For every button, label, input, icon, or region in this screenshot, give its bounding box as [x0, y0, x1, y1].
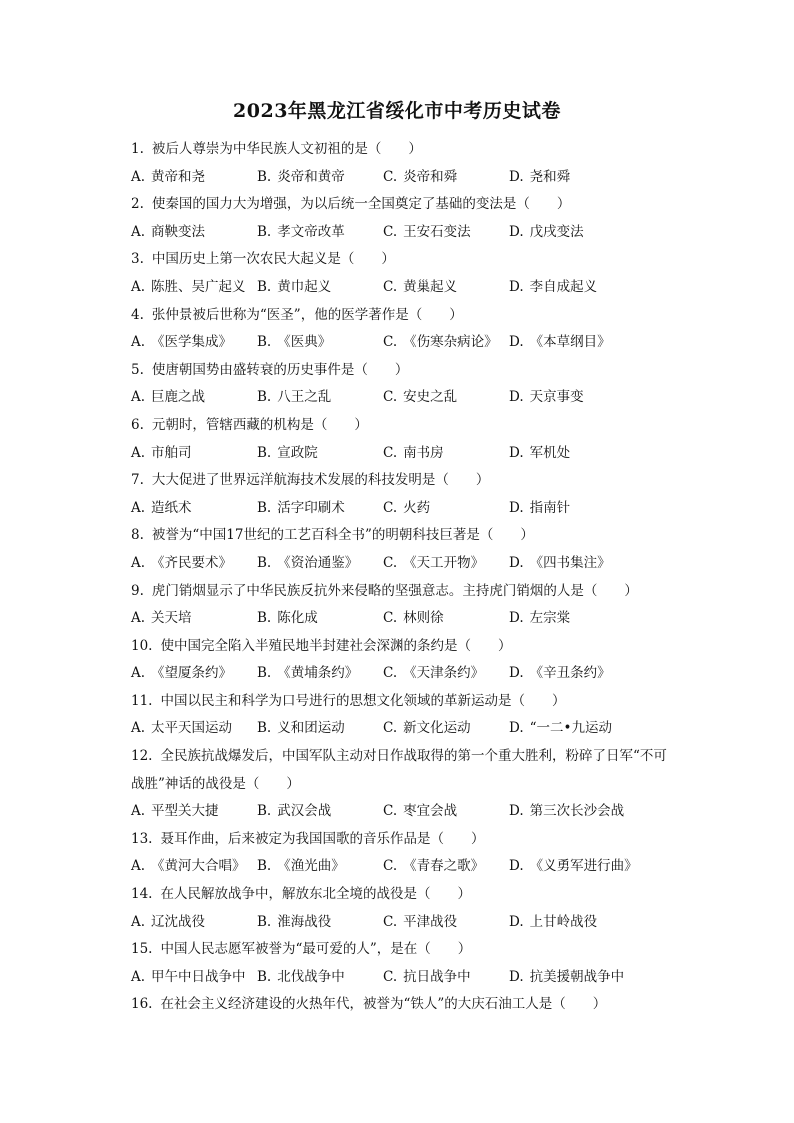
option-text: 《本草纲目》 — [529, 334, 611, 351]
option-b — [257, 964, 345, 992]
question-item — [131, 688, 731, 743]
option-text: 八王之乱 — [277, 389, 332, 406]
option-row — [131, 964, 731, 992]
option-b — [257, 660, 358, 688]
question-item — [131, 412, 731, 467]
option-d — [509, 550, 611, 578]
option-b — [257, 798, 331, 826]
option-text: 北伐战争中 — [277, 968, 345, 985]
option-c — [383, 219, 471, 247]
option-c — [383, 329, 498, 357]
option-text: 活字印刷术 — [277, 499, 345, 516]
question-item — [131, 936, 731, 991]
option-c — [383, 550, 484, 578]
option-text: 《义勇军进行曲》 — [529, 858, 638, 875]
option-letter: B. — [257, 168, 272, 185]
option-text: 王安石变法 — [403, 223, 471, 240]
option-a — [131, 798, 219, 826]
option-a — [131, 605, 192, 633]
question-stem — [131, 936, 731, 964]
option-d — [509, 909, 597, 937]
option-text: 枣宜会战 — [403, 803, 458, 820]
option-text: 宣政院 — [277, 444, 318, 461]
option-letter: C. — [383, 720, 398, 737]
option-text: 《齐民要术》 — [151, 554, 233, 571]
option-text: 《医学集成》 — [151, 334, 233, 351]
option-letter: D. — [509, 720, 524, 737]
option-c — [383, 964, 471, 992]
question-stem — [131, 136, 731, 164]
option-row — [131, 909, 731, 937]
question-text: 使秦国的国力大为增强，为以后统一全国奠定了基础的变法是（ ） — [151, 196, 571, 213]
option-d — [509, 329, 611, 357]
option-row — [131, 440, 731, 468]
option-text: 林则徐 — [403, 610, 444, 627]
option-c — [383, 909, 457, 937]
question-text: 使唐朝国势由盛转衰的历史事件是（ ） — [151, 361, 409, 378]
option-b — [257, 853, 345, 881]
page-title: 2023年黑龙江省绥化市中考历史试卷 — [233, 100, 561, 122]
option-text: 上甘岭战役 — [529, 913, 598, 930]
option-a — [131, 550, 232, 578]
option-text: 甲午中日战争中 — [151, 968, 246, 985]
question-item — [131, 743, 731, 826]
option-letter: D. — [509, 389, 524, 406]
option-c — [383, 274, 457, 302]
option-text: 新文化运动 — [403, 720, 471, 737]
question-text: 中国以民主和科学为口号进行的思想文化领域的革新运动是（ ） — [160, 692, 566, 709]
option-letter: D. — [509, 554, 524, 571]
option-a — [131, 715, 232, 743]
option-text: 抗美援朝战争中 — [529, 968, 625, 985]
option-text: 市舶司 — [151, 444, 192, 461]
option-row — [131, 219, 731, 247]
option-letter: C. — [383, 913, 398, 930]
question-number: 8. — [131, 527, 144, 544]
option-text: 黄帝和尧 — [151, 168, 206, 185]
option-letter: D. — [509, 334, 524, 351]
option-d — [509, 798, 624, 826]
option-text: 戊戌变法 — [529, 223, 584, 240]
question-stem — [131, 826, 731, 854]
option-c — [383, 715, 471, 743]
option-letter: A. — [131, 334, 146, 351]
option-text: 炎帝和舜 — [403, 168, 458, 185]
question-text: 使中国完全陷入半殖民地半封建社会深渊的条约是（ ） — [160, 637, 512, 654]
option-letter: B. — [257, 389, 272, 406]
option-text: 尧和舜 — [529, 168, 571, 185]
option-text: 炎帝和黄帝 — [277, 168, 345, 185]
question-item — [131, 881, 731, 936]
option-text: 《天工开物》 — [403, 554, 485, 571]
question-text: 聂耳作曲，后来被定为我国国歌的音乐作品是（ ） — [160, 830, 485, 847]
option-c — [383, 440, 444, 468]
question-number: 14. — [131, 886, 153, 903]
option-b — [257, 715, 345, 743]
option-a — [131, 219, 205, 247]
option-a — [131, 164, 205, 192]
option-letter: C. — [383, 968, 398, 985]
option-c — [383, 495, 430, 523]
option-letter: C. — [383, 665, 398, 682]
question-stem — [131, 412, 731, 440]
option-letter: B. — [257, 968, 272, 985]
question-text: 元朝时，管辖西藏的机构是（ ） — [151, 416, 368, 433]
question-stem — [131, 357, 731, 385]
option-letter: B. — [257, 913, 272, 930]
option-letter: A. — [131, 803, 146, 820]
option-b — [257, 550, 358, 578]
option-d — [509, 715, 612, 743]
option-text: 第三次长沙会战 — [529, 803, 625, 820]
option-d — [509, 274, 597, 302]
question-item — [131, 467, 731, 522]
option-letter: D. — [509, 223, 524, 240]
option-d — [509, 164, 570, 192]
option-text: 淮海战役 — [277, 913, 332, 930]
option-letter: D. — [509, 444, 524, 461]
option-c — [383, 798, 457, 826]
option-text: 天京事变 — [529, 389, 584, 406]
option-letter: B. — [257, 720, 272, 737]
question-number: 1. — [131, 141, 144, 157]
option-letter: A. — [131, 389, 146, 406]
option-letter: B. — [257, 554, 272, 571]
option-text: 火药 — [403, 499, 431, 516]
option-letter: A. — [131, 554, 146, 571]
option-text: 陈化成 — [277, 610, 318, 627]
option-letter: D. — [509, 278, 524, 295]
question-stem — [131, 302, 731, 330]
question-number: 9. — [131, 582, 144, 599]
option-letter: C. — [383, 610, 398, 627]
option-letter: D. — [509, 858, 524, 875]
question-item — [131, 191, 731, 246]
question-stem — [131, 743, 731, 771]
question-number: 2. — [131, 196, 144, 213]
option-letter: A. — [131, 223, 146, 240]
option-b — [257, 909, 331, 937]
question-number: 15. — [131, 941, 153, 958]
option-text: 关天培 — [151, 610, 192, 627]
option-text: 孝文帝改革 — [277, 223, 345, 240]
question-number: 7. — [131, 472, 144, 489]
option-letter: B. — [257, 444, 272, 461]
question-text-continued: 战胜”神话的战役是（ ） — [131, 775, 300, 792]
option-letter: B. — [257, 223, 272, 240]
option-letter: A. — [131, 968, 146, 985]
option-b — [257, 164, 345, 192]
option-letter: B. — [257, 858, 272, 875]
question-item — [131, 302, 731, 357]
option-letter: C. — [383, 278, 398, 295]
question-item — [131, 578, 731, 633]
option-letter: B. — [257, 665, 272, 682]
option-text: 武汉会战 — [277, 803, 332, 820]
option-c — [383, 384, 457, 412]
option-letter: C. — [383, 803, 398, 820]
option-letter: A. — [131, 665, 146, 682]
option-text: 《资治通鉴》 — [277, 554, 359, 571]
question-text: 大大促进了世界远洋航海技术发展的科技发明是（ ） — [151, 472, 490, 489]
option-letter: B. — [257, 334, 272, 351]
question-stem — [131, 522, 731, 550]
option-b — [257, 495, 345, 523]
question-number: 10. — [131, 637, 153, 654]
option-letter: C. — [383, 554, 398, 571]
question-text: 中国人民志愿军被誉为“最可爱的人”，是在（ ） — [160, 941, 472, 958]
question-text: 在社会主义经济建设的火热年代，被誉为“铁人”的大庆石油工人是（ ） — [160, 996, 607, 1013]
option-text: 义和团运动 — [277, 720, 345, 737]
option-text: 巨鹿之战 — [151, 389, 206, 406]
option-b — [257, 219, 345, 247]
option-text: 左宗棠 — [529, 610, 571, 627]
option-text: 太平天国运动 — [151, 720, 233, 737]
option-d — [509, 384, 584, 412]
option-letter: B. — [257, 610, 272, 627]
option-text: 指南针 — [529, 499, 571, 516]
option-letter: D. — [509, 499, 524, 516]
option-text: 《辛丑条约》 — [529, 665, 611, 682]
option-letter: D. — [509, 665, 524, 682]
question-number: 3. — [131, 251, 144, 268]
option-row — [131, 798, 731, 826]
question-number: 13. — [131, 830, 153, 847]
option-text: 造纸术 — [151, 499, 192, 516]
option-b — [257, 440, 318, 468]
option-letter: A. — [131, 444, 146, 461]
option-row — [131, 164, 731, 192]
option-text: 平津战役 — [403, 913, 458, 930]
option-row — [131, 274, 731, 302]
option-text: 黄巢起义 — [403, 278, 458, 295]
option-b — [257, 605, 318, 633]
option-text: 军机处 — [529, 444, 571, 461]
option-letter: C. — [383, 223, 398, 240]
question-item — [131, 826, 731, 881]
question-number: 12. — [131, 748, 153, 765]
option-text: 《望厦条约》 — [151, 665, 233, 682]
option-letter: A. — [131, 610, 146, 627]
option-c — [383, 853, 484, 881]
option-letter: A. — [131, 913, 146, 930]
option-a — [131, 660, 232, 688]
option-row — [131, 605, 731, 633]
option-text: 《天津条约》 — [403, 665, 485, 682]
option-text: 南书房 — [403, 444, 444, 461]
question-number: 11. — [131, 692, 153, 709]
question-text: 被誉为“中国17世纪的工艺百科全书”的明朝科技巨著是（ ） — [151, 527, 534, 544]
option-text: 《医典》 — [277, 334, 332, 351]
option-c — [383, 660, 484, 688]
option-letter: C. — [383, 334, 398, 351]
question-text: 在人民解放战争中，解放东北全境的战役是（ ） — [160, 886, 471, 903]
option-row — [131, 660, 731, 688]
option-letter: B. — [257, 803, 272, 820]
option-text: 《渔光曲》 — [277, 858, 345, 875]
option-letter: D. — [509, 803, 524, 820]
question-text: 张仲景被后世称为“医圣”，他的医学著作是（ ） — [151, 306, 463, 323]
option-text: 《黄河大合唱》 — [151, 858, 246, 875]
option-a — [131, 964, 246, 992]
option-letter: A. — [131, 858, 146, 875]
option-text: 安史之乱 — [403, 389, 458, 406]
option-text: 《伤寒杂病论》 — [403, 334, 498, 351]
option-d — [509, 219, 584, 247]
option-row — [131, 715, 731, 743]
option-a — [131, 384, 205, 412]
option-letter: D. — [509, 610, 524, 627]
question-number: 4. — [131, 306, 144, 323]
option-text: “一二•九运动 — [529, 720, 613, 737]
option-letter: A. — [131, 499, 146, 516]
option-d — [509, 495, 570, 523]
option-a — [131, 274, 246, 302]
option-letter: B. — [257, 499, 272, 516]
option-row — [131, 329, 731, 357]
option-d — [509, 605, 570, 633]
option-letter: A. — [131, 720, 146, 737]
option-c — [383, 605, 444, 633]
question-number: 5. — [131, 361, 144, 378]
question-item — [131, 991, 731, 1019]
option-text: 平型关大捷 — [151, 803, 219, 820]
option-letter: D. — [509, 968, 524, 985]
option-text: 抗日战争中 — [403, 968, 471, 985]
option-d — [509, 440, 570, 468]
option-letter: B. — [257, 278, 272, 295]
option-letter: C. — [383, 499, 398, 516]
question-stem — [131, 688, 731, 716]
option-text: 《黄埔条约》 — [277, 665, 359, 682]
question-text: 全民族抗战爆发后，中国军队主动对日作战取得的第一个重大胜利，粉碎了日军“不可 — [160, 748, 667, 765]
option-letter: A. — [131, 168, 146, 185]
option-letter: D. — [509, 168, 524, 185]
option-row — [131, 495, 731, 523]
question-stem — [131, 467, 731, 495]
option-text: 黄巾起义 — [277, 278, 332, 295]
option-c — [383, 164, 457, 192]
option-a — [131, 329, 232, 357]
question-text: 中国历史上第一次农民大起义是（ ） — [151, 251, 395, 268]
question-stem — [131, 191, 731, 219]
option-a — [131, 853, 246, 881]
question-number: 16. — [131, 996, 153, 1013]
option-a — [131, 495, 192, 523]
question-text: 虎门销烟显示了中华民族反抗外来侵略的坚强意志。主持虎门销烟的人是（ ） — [151, 582, 638, 599]
question-item — [131, 522, 731, 577]
question-stem — [131, 633, 731, 661]
question-item — [131, 357, 731, 412]
option-text: 陈胜、吴广起义 — [151, 278, 246, 295]
question-item — [131, 633, 731, 688]
option-letter: C. — [383, 389, 398, 406]
question-stem — [131, 991, 731, 1019]
option-text: 辽沈战役 — [151, 913, 206, 930]
question-item — [131, 136, 731, 191]
option-b — [257, 274, 331, 302]
option-row — [131, 550, 731, 578]
option-letter: A. — [131, 278, 146, 295]
option-d — [509, 660, 611, 688]
option-text: 李自成起义 — [529, 278, 598, 295]
option-letter: C. — [383, 858, 398, 875]
option-d — [509, 853, 638, 881]
option-b — [257, 384, 331, 412]
question-list — [131, 136, 731, 1019]
option-d — [509, 964, 624, 992]
question-stem — [131, 578, 731, 606]
question-stem — [131, 246, 731, 274]
option-text: 商鞅变法 — [151, 223, 206, 240]
question-item — [131, 246, 731, 301]
question-stem — [131, 881, 731, 909]
option-letter: D. — [509, 913, 524, 930]
option-a — [131, 440, 192, 468]
option-text: 《四书集注》 — [529, 554, 611, 571]
option-letter: C. — [383, 444, 398, 461]
option-row — [131, 384, 731, 412]
question-text: 被后人尊崇为中华民族人文初祖的是（ ） — [151, 141, 422, 157]
option-row — [131, 853, 731, 881]
option-letter: C. — [383, 168, 398, 185]
option-text: 《青春之歌》 — [403, 858, 485, 875]
question-number: 6. — [131, 416, 144, 433]
option-a — [131, 909, 205, 937]
option-b — [257, 329, 331, 357]
